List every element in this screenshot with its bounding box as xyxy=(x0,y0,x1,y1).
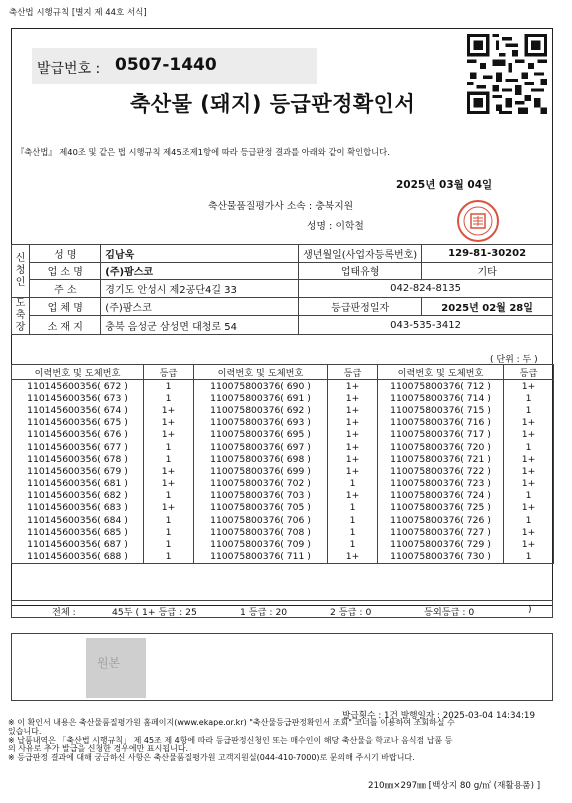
trace-number-cell: 110145600356( 683 ) xyxy=(12,502,144,514)
grade-cell: 1+ xyxy=(504,429,554,441)
column-header: 등급 xyxy=(144,365,194,380)
trace-number-cell: 110145600356( 679 ) xyxy=(12,465,144,477)
trace-number-cell: 110075800376( 730 ) xyxy=(378,551,504,564)
trace-number-cell: 110075800376( 691 ) xyxy=(194,392,328,404)
form-label: 축산법 시행규칙 [별지 제 44호 서식] xyxy=(9,8,147,18)
trace-number-cell: 110075800376( 712 ) xyxy=(378,380,504,393)
trace-number-cell: 110075800376( 702 ) xyxy=(194,478,328,490)
applicant-name-label: 성 명 xyxy=(30,245,101,263)
legal-basis-text: 『축산법』 제40조 및 같은 법 시행규칙 제45조제1항에 따라 등급판정 결과를 아래와 같이 확인합니다. xyxy=(16,147,390,157)
applicant-address: 경기도 안성시 제2공단4길 33 xyxy=(101,280,299,298)
business-number: 129-81-30202 xyxy=(422,245,553,263)
trace-number-cell: 110075800376( 706 ) xyxy=(194,514,328,526)
column-header: 이력번호 및 도체번호 xyxy=(378,365,504,380)
issue-number-label: 발급번호 : xyxy=(37,61,101,77)
slaughterhouse-company: (주)팜스코 xyxy=(101,297,299,316)
grade-cell: 1+ xyxy=(144,465,194,477)
business-type-label: 업태유형 xyxy=(299,262,422,280)
grade-cell: 1+ xyxy=(504,502,554,514)
table-row xyxy=(12,392,554,404)
trace-number-cell: 110145600356( 672 ) xyxy=(12,380,144,393)
note-line: 있습니다. xyxy=(8,726,42,736)
grade-cell: 1+ xyxy=(328,441,378,453)
trace-number-cell: 110075800376( 726 ) xyxy=(378,514,504,526)
trace-number-cell: 110145600356( 676 ) xyxy=(12,429,144,441)
trace-number-cell: 110075800376( 720 ) xyxy=(378,441,504,453)
table-row xyxy=(12,465,554,477)
grade-cell: 1+ xyxy=(144,478,194,490)
trace-number-cell: 110145600356( 681 ) xyxy=(12,478,144,490)
trace-number-cell: 110075800376( 705 ) xyxy=(194,502,328,514)
table-row xyxy=(12,526,554,538)
business-type: 기타 xyxy=(422,262,553,280)
slaughterhouse-phone: 043-535-3412 xyxy=(299,316,553,335)
grade-cell: 1 xyxy=(144,551,194,564)
grade-cell: 1 xyxy=(504,551,554,564)
grade-cell: 1 xyxy=(504,514,554,526)
table-row xyxy=(12,551,554,564)
grade-cell: 1 xyxy=(144,526,194,538)
grade-cell: 1 xyxy=(144,538,194,550)
original-stamp-image xyxy=(86,638,146,698)
grade-cell: 1+ xyxy=(328,490,378,502)
table-row xyxy=(12,478,554,490)
grade-cell: 1+ xyxy=(504,478,554,490)
grade-cell: 1 xyxy=(504,404,554,416)
grading-date: 2025년 02월 28일 xyxy=(422,297,553,316)
table-row xyxy=(12,453,554,465)
note-line: ※ 납품내역은 「축산법 시행규칙」 제 45조 제 4항에 따라 등급판정신청인 또는 매수인이 해당 축산물을 학교나 음식점 납품 등 xyxy=(8,735,453,745)
trace-number-cell: 110075800376( 724 ) xyxy=(378,490,504,502)
applicant-address-label: 주 소 xyxy=(30,280,101,298)
trace-number-cell: 110075800376( 709 ) xyxy=(194,538,328,550)
trace-number-cell: 110075800376( 722 ) xyxy=(378,465,504,477)
grade-cell: 1+ xyxy=(504,538,554,550)
grade-cell: 1 xyxy=(328,514,378,526)
trace-number-cell: 110145600356( 684 ) xyxy=(12,514,144,526)
applicant-section-label: 신청인 xyxy=(12,245,30,298)
trace-number-cell: 110075800376( 711 ) xyxy=(194,551,328,564)
trace-number-cell: 110075800376( 693 ) xyxy=(194,417,328,429)
grade-cell: 1 xyxy=(144,514,194,526)
grade-cell: 1+ xyxy=(504,465,554,477)
trace-number-cell: 110075800376( 708 ) xyxy=(194,526,328,538)
grade-cell: 1 xyxy=(144,392,194,404)
trace-number-cell: 110145600356( 685 ) xyxy=(12,526,144,538)
grade-cell: 1+ xyxy=(144,502,194,514)
trace-number-cell: 110075800376( 714 ) xyxy=(378,392,504,404)
grade-cell: 1+ xyxy=(504,526,554,538)
trace-number-cell: 110145600356( 675 ) xyxy=(12,417,144,429)
totals-grade2: 2 등급 : 0 xyxy=(330,607,372,618)
table-row xyxy=(12,538,554,550)
totals-head-and-grade1plus: 45두 ( 1+ 등급 : 25 xyxy=(112,607,197,618)
birth-label: 생년월일(사업자등록번호) xyxy=(299,245,422,263)
column-header: 이력번호 및 도체번호 xyxy=(194,365,328,380)
trace-number-cell: 110075800376( 716 ) xyxy=(378,417,504,429)
grade-cell: 1 xyxy=(144,453,194,465)
document-title: 축산물 (돼지) 등급판정확인서 xyxy=(130,92,416,116)
trace-number-cell: 110075800376( 699 ) xyxy=(194,465,328,477)
totals-close: ) xyxy=(528,604,532,615)
trace-number-cell: 110145600356( 687 ) xyxy=(12,538,144,550)
grade-cell: 1+ xyxy=(144,417,194,429)
grade-cell: 1 xyxy=(144,441,194,453)
issue-count: 발급횟수 : 1건 발행일자 : 2025-03-04 14:34:19 xyxy=(342,711,535,721)
totals-label: 전체 : xyxy=(52,607,76,618)
grade-cell: 1 xyxy=(328,538,378,550)
note-line: 의 사유로 추가 발급을 신청한 경우에만 표시됩니다. xyxy=(8,744,189,754)
table-row xyxy=(12,502,554,514)
grade-cell: 1+ xyxy=(328,453,378,465)
grade-cell: 1 xyxy=(144,490,194,502)
totals-grade1: 1 등급 : 20 xyxy=(240,607,288,618)
evaluator-name: 성명 : 이학철 xyxy=(307,221,364,232)
table-row xyxy=(12,441,554,453)
table-row xyxy=(12,380,554,393)
trace-number-cell: 110075800376( 727 ) xyxy=(378,526,504,538)
slaughterhouse-section-label: 도축장 xyxy=(12,297,30,334)
column-header: 등급 xyxy=(328,365,378,380)
slaughterhouse-company-label: 업 체 명 xyxy=(30,297,101,316)
grade-cell: 1+ xyxy=(504,417,554,429)
trace-number-cell: 110075800376( 725 ) xyxy=(378,502,504,514)
trace-number-cell: 110145600356( 678 ) xyxy=(12,453,144,465)
trace-number-cell: 110075800376( 692 ) xyxy=(194,404,328,416)
trace-number-cell: 110075800376( 695 ) xyxy=(194,429,328,441)
grade-cell: 1+ xyxy=(328,551,378,564)
trace-number-cell: 110075800376( 723 ) xyxy=(378,478,504,490)
original-stamp-text: 원본 xyxy=(97,656,121,670)
grade-cell: 1+ xyxy=(144,404,194,416)
note-line: ※ 이 확인서 내용은 축산물품질평가원 홈페이지(www.ekape.or.kr) "축산물등급판정확인서 조회" 코너를 이용하여 조회하실 수 xyxy=(8,718,455,727)
trace-number-cell: 110075800376( 697 ) xyxy=(194,441,328,453)
grade-cell: 1 xyxy=(328,478,378,490)
info-table xyxy=(11,244,553,335)
table-row xyxy=(12,404,554,416)
grade-cell: 1+ xyxy=(328,392,378,404)
totals-off-grade: 등외등급 : 0 xyxy=(424,607,475,618)
grade-cell: 1+ xyxy=(328,404,378,416)
evaluator-affiliation: 축산물품질평가사 소속 : 충북지원 xyxy=(208,201,354,212)
grade-cell: 1 xyxy=(504,392,554,404)
grade-cell: 1+ xyxy=(328,380,378,393)
applicant-phone: 042-824-8135 xyxy=(299,280,553,298)
paper-spec: 210㎜×297㎜ [백상지 80 g/㎡ (재활용품) ] xyxy=(368,781,541,791)
trace-number-cell: 110075800376( 715 ) xyxy=(378,404,504,416)
table-row xyxy=(12,417,554,429)
trace-number-cell: 110075800376( 729 ) xyxy=(378,538,504,550)
trace-number-cell: 110075800376( 703 ) xyxy=(194,490,328,502)
grade-cell: 1 xyxy=(504,441,554,453)
grade-cell: 1+ xyxy=(328,465,378,477)
grade-cell: 1 xyxy=(328,526,378,538)
trace-number-cell: 110145600356( 682 ) xyxy=(12,490,144,502)
slaughterhouse-location: 충북 음성군 삼성면 대청로 54 xyxy=(101,316,299,335)
grade-cell: 1+ xyxy=(328,417,378,429)
table-row xyxy=(12,514,554,526)
grade-table xyxy=(11,364,554,564)
table-row xyxy=(12,490,554,502)
column-header: 등급 xyxy=(504,365,554,380)
trace-number-cell: 110145600356( 673 ) xyxy=(12,392,144,404)
trace-number-cell: 110075800376( 690 ) xyxy=(194,380,328,393)
issue-number: 0507-1440 xyxy=(115,55,217,75)
unit-label: ( 단위 : 두 ) xyxy=(490,355,538,365)
trace-number-cell: 110075800376( 717 ) xyxy=(378,429,504,441)
grade-cell: 1+ xyxy=(504,453,554,465)
column-header: 이력번호 및 도체번호 xyxy=(12,365,144,380)
trace-number-cell: 110075800376( 721 ) xyxy=(378,453,504,465)
applicant-company: (주)팜스코 xyxy=(101,262,299,280)
qr-code-icon xyxy=(467,34,547,114)
note-line: ※ 등급판정 결과에 대해 궁금하신 사항은 축산물품질평가원 고객지원실(044-410-7000)로 문의해 주시기 바랍니다. xyxy=(8,753,415,763)
confirmation-date: 2025년 03월 04일 xyxy=(396,179,493,191)
grade-cell: 1 xyxy=(328,502,378,514)
official-seal-icon xyxy=(455,198,501,244)
grade-cell: 1 xyxy=(504,490,554,502)
trace-number-cell: 110145600356( 688 ) xyxy=(12,551,144,564)
grade-cell: 1 xyxy=(144,380,194,393)
totals-row xyxy=(11,600,553,618)
notes xyxy=(8,719,556,763)
grade-cell: 1+ xyxy=(144,429,194,441)
grading-date-label: 등급판정일자 xyxy=(299,297,422,316)
slaughterhouse-location-label: 소 재 지 xyxy=(30,316,101,335)
trace-number-cell: 110075800376( 698 ) xyxy=(194,453,328,465)
grade-cell: 1+ xyxy=(328,429,378,441)
grade-cell: 1+ xyxy=(504,380,554,393)
applicant-name: 김남욱 xyxy=(101,245,299,263)
applicant-company-label: 업 소 명 xyxy=(30,262,101,280)
trace-number-cell: 110145600356( 677 ) xyxy=(12,441,144,453)
table-row xyxy=(12,429,554,441)
trace-number-cell: 110145600356( 674 ) xyxy=(12,404,144,416)
